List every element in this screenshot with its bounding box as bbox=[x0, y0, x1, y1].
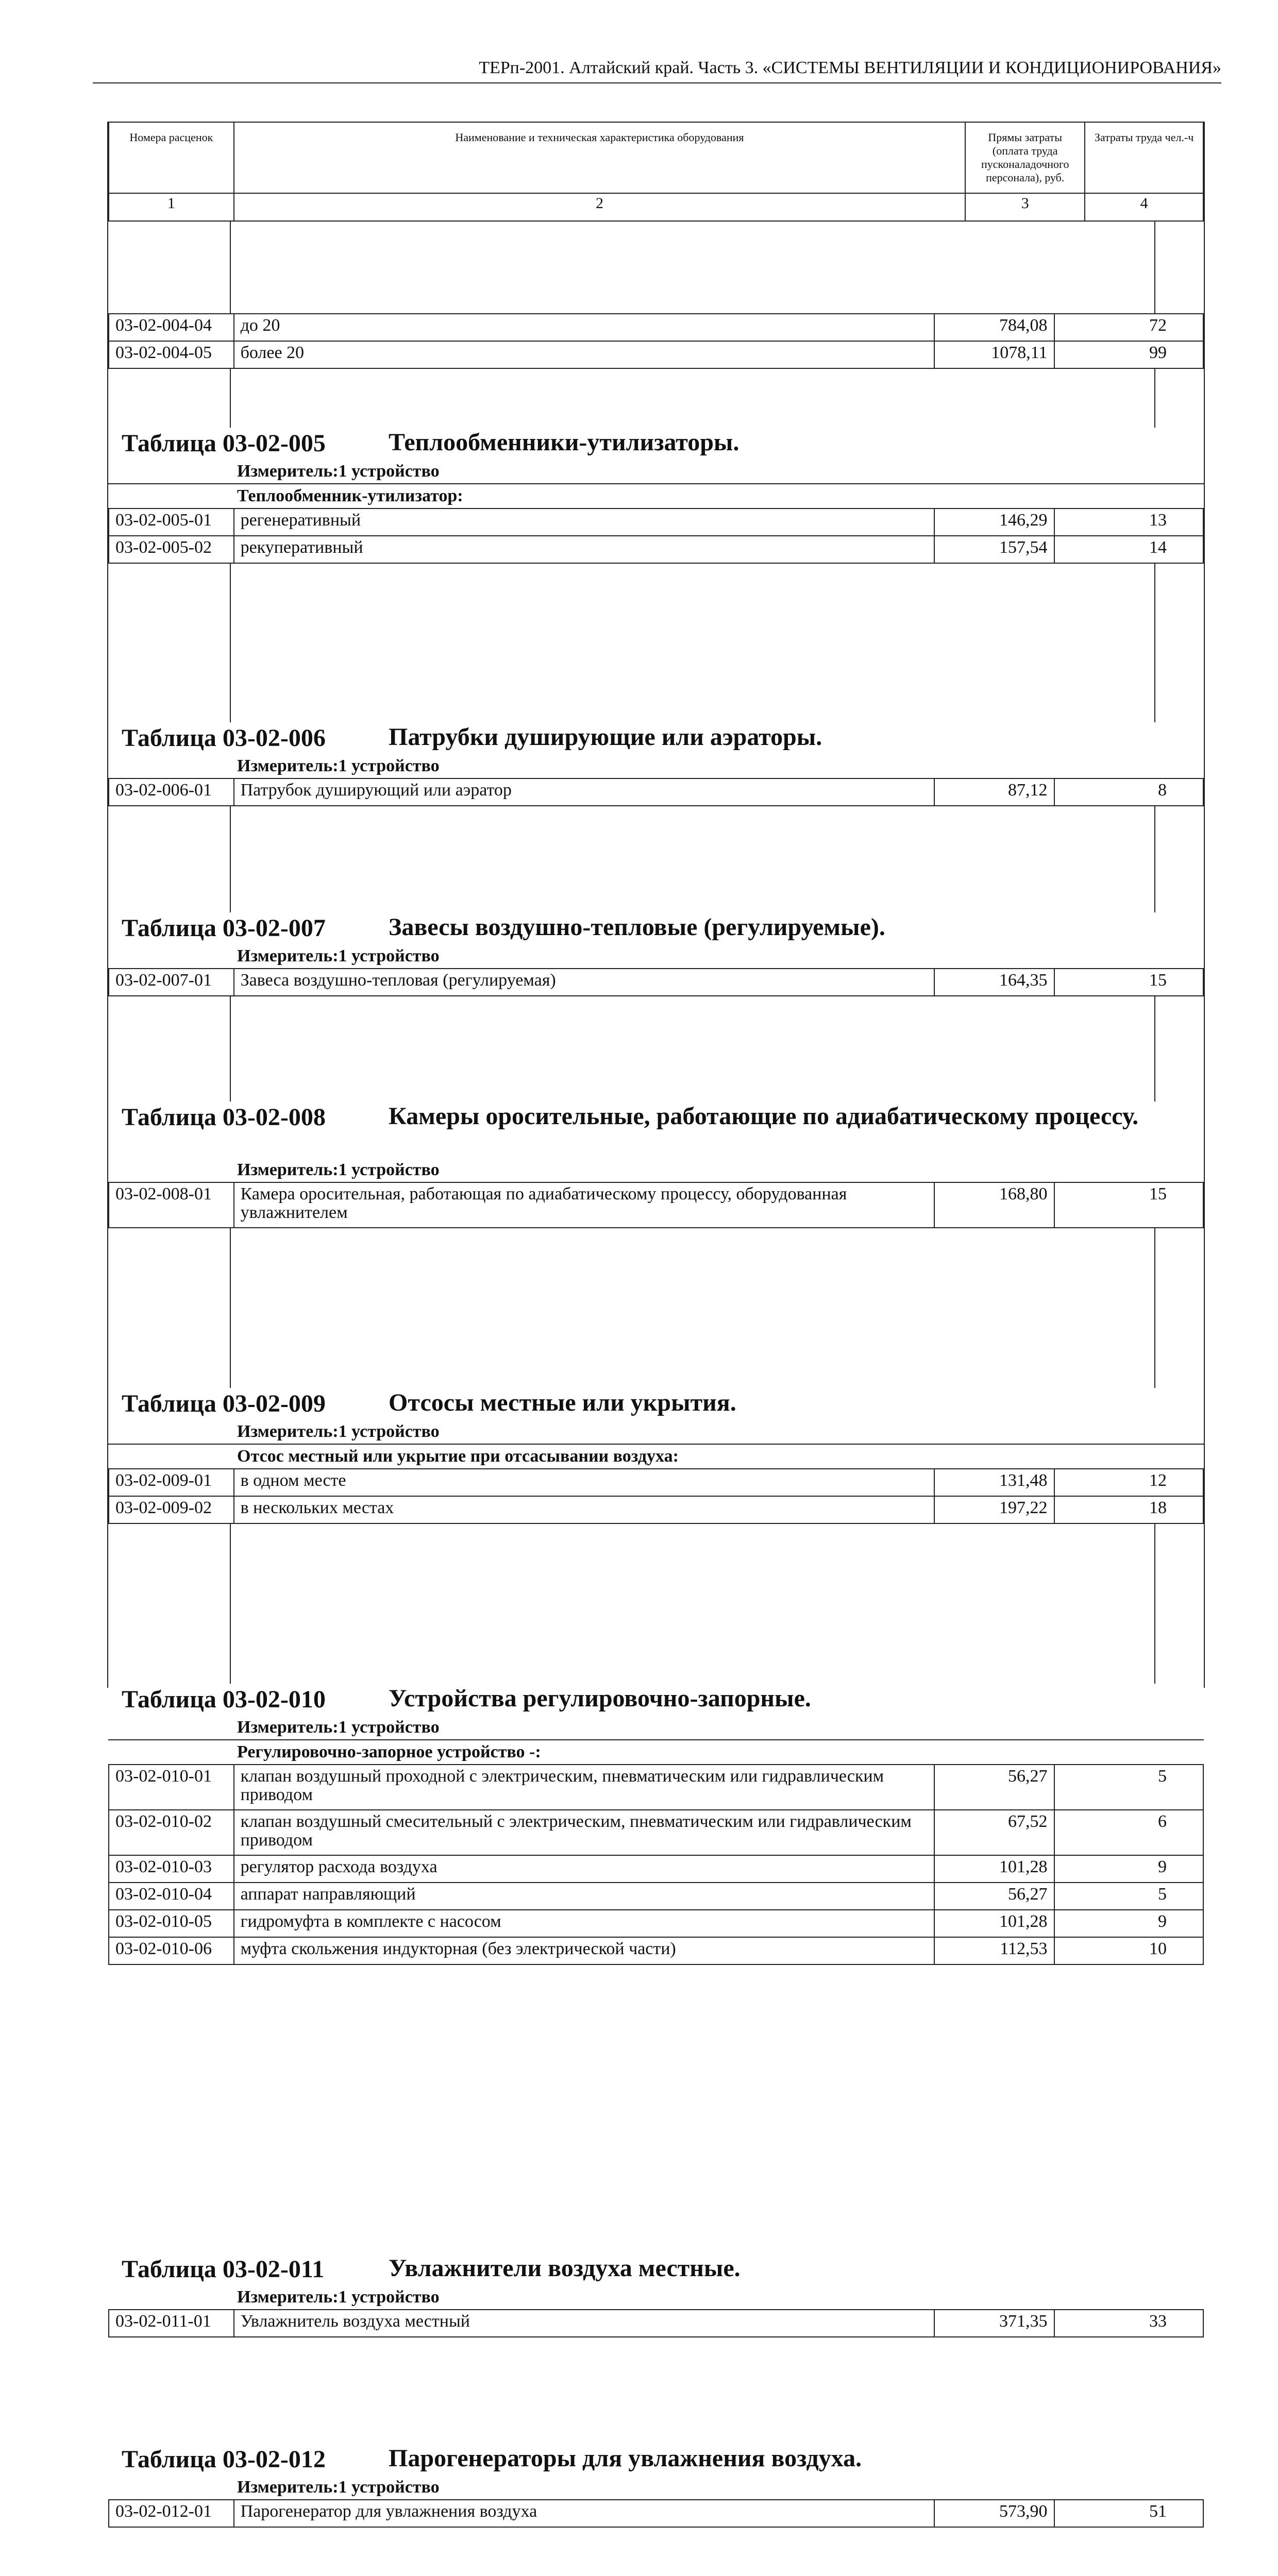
row-code: 03-02-004-04 bbox=[109, 314, 234, 341]
row-cost: 101,28 bbox=[934, 1855, 1054, 1883]
table-block-009 bbox=[108, 1388, 1204, 1524]
col-number-3: 3 bbox=[965, 193, 1085, 221]
row-cost: 131,48 bbox=[934, 1469, 1054, 1496]
row-labor: 72 bbox=[1054, 314, 1203, 341]
row-labor: 13 bbox=[1054, 509, 1203, 536]
table-name: Отсосы местные или укрытия. bbox=[389, 1389, 736, 1416]
row-cost: 67,52 bbox=[934, 1810, 1054, 1855]
table-row bbox=[109, 1182, 1203, 1228]
table-row bbox=[109, 969, 1203, 996]
col-number-4: 4 bbox=[1085, 193, 1203, 221]
table-row bbox=[109, 1937, 1203, 1964]
row-cost: 784,08 bbox=[934, 314, 1054, 341]
table-row bbox=[109, 509, 1203, 536]
table-name: Теплообменники-утилизаторы. bbox=[389, 429, 739, 456]
table-block-011 bbox=[108, 2253, 1204, 2337]
row-cost: 56,27 bbox=[934, 1883, 1054, 1910]
table-block-010 bbox=[108, 1684, 1204, 1965]
table-block-006 bbox=[108, 722, 1204, 806]
document-frame bbox=[107, 122, 1205, 2521]
row-cost: 146,29 bbox=[934, 509, 1054, 536]
row-code: 03-02-010-02 bbox=[109, 1810, 234, 1855]
row-labor: 15 bbox=[1054, 969, 1203, 996]
row-description: более 20 bbox=[234, 341, 935, 368]
row-labor: 5 bbox=[1054, 1765, 1203, 1810]
row-code: 03-02-005-01 bbox=[109, 509, 234, 536]
table-row bbox=[109, 778, 1203, 806]
row-code: 03-02-011-01 bbox=[109, 2310, 234, 2337]
row-description: Увлажнитель воздуха местный bbox=[234, 2310, 935, 2337]
row-cost: 101,28 bbox=[934, 1910, 1054, 1937]
table-row bbox=[109, 1855, 1203, 1883]
row-code: 03-02-004-05 bbox=[109, 341, 234, 368]
row-labor: 8 bbox=[1054, 778, 1203, 806]
table-row bbox=[109, 2500, 1203, 2527]
row-labor: 51 bbox=[1054, 2500, 1203, 2527]
table-title bbox=[108, 912, 1204, 944]
table-meter: Измеритель:1 устройство bbox=[237, 1422, 440, 1441]
row-code: 03-02-007-01 bbox=[109, 969, 234, 996]
table-name: Завесы воздушно-тепловые (регулируемые). bbox=[389, 913, 885, 941]
table-subhead: Теплообменник-утилизатор: bbox=[108, 483, 1204, 509]
row-description: Завеса воздушно-тепловая (регулируемая) bbox=[234, 969, 935, 996]
row-cost: 164,35 bbox=[934, 969, 1054, 996]
table-block-007 bbox=[108, 912, 1204, 996]
row-description: в одном месте bbox=[234, 1469, 935, 1496]
row-code: 03-02-010-05 bbox=[109, 1910, 234, 1937]
row-description: регулятор расхода воздуха bbox=[234, 1855, 935, 1883]
table-block-008 bbox=[108, 1101, 1204, 1228]
col-header-codes: Номера расценок bbox=[109, 122, 234, 193]
row-cost: 168,80 bbox=[934, 1182, 1054, 1228]
table-code: Таблица 03-02-011 bbox=[122, 2256, 325, 2283]
table-meter: Измеритель:1 устройство bbox=[237, 1160, 440, 1179]
col-number-1: 1 bbox=[109, 193, 234, 221]
row-cost: 87,12 bbox=[934, 778, 1054, 806]
row-description: аппарат направляющий bbox=[234, 1883, 935, 1910]
table-row bbox=[109, 2310, 1203, 2337]
row-cost: 157,54 bbox=[934, 536, 1054, 563]
table-block-012 bbox=[108, 2444, 1204, 2528]
table-meter: Измеритель:1 устройство bbox=[237, 2478, 440, 2497]
table-block-005 bbox=[108, 428, 1204, 564]
row-cost: 197,22 bbox=[934, 1496, 1054, 1523]
table-row bbox=[109, 1883, 1203, 1910]
row-labor: 33 bbox=[1054, 2310, 1203, 2337]
row-labor: 12 bbox=[1054, 1469, 1203, 1496]
row-labor: 9 bbox=[1054, 1910, 1203, 1937]
table-code: Таблица 03-02-006 bbox=[122, 724, 326, 752]
table-row bbox=[109, 314, 1203, 341]
row-cost: 371,35 bbox=[934, 2310, 1054, 2337]
table-title bbox=[108, 2253, 1204, 2285]
row-description: рекуперативный bbox=[234, 536, 935, 563]
running-title: ТЕРп-2001. Алтайский край. Часть 3. «СИСТЕМЫ ВЕНТИЛЯЦИИ И КОНДИЦИОНИРОВАНИЯ» bbox=[479, 58, 1221, 77]
row-description: клапан воздушный смесительный с электрическим, пневматическим или гидравлическим приводом bbox=[234, 1810, 935, 1855]
col-header-labor: Затраты труда чел.-ч bbox=[1085, 122, 1203, 193]
col-number-2: 2 bbox=[234, 193, 966, 221]
table-code: Таблица 03-02-007 bbox=[122, 914, 326, 942]
row-cost: 573,90 bbox=[934, 2500, 1054, 2527]
row-labor: 9 bbox=[1054, 1855, 1203, 1883]
row-code: 03-02-012-01 bbox=[109, 2500, 234, 2527]
table-title bbox=[108, 428, 1204, 460]
table-row bbox=[109, 341, 1203, 368]
row-description: муфта скольжения индукторная (без электрической части) bbox=[234, 1937, 935, 1964]
row-code: 03-02-010-06 bbox=[109, 1937, 234, 1964]
table-name: Устройства регулировочно-запорные. bbox=[389, 1685, 811, 1712]
row-labor: 99 bbox=[1054, 341, 1203, 368]
table-row bbox=[109, 1469, 1203, 1496]
row-cost: 1078,11 bbox=[934, 341, 1054, 368]
col-header-description: Наименование и техническая характеристика оборудования bbox=[234, 122, 966, 193]
row-labor: 15 bbox=[1054, 1182, 1203, 1228]
row-description: Камера оросительная, работающая по адиабатическому процессу, оборудованная увлажнителем bbox=[234, 1182, 935, 1228]
running-header bbox=[93, 57, 1221, 83]
table-code: Таблица 03-02-005 bbox=[122, 430, 326, 457]
table-meter: Измеритель:1 устройство bbox=[237, 1718, 440, 1737]
row-labor: 5 bbox=[1054, 1883, 1203, 1910]
row-code: 03-02-010-03 bbox=[109, 1855, 234, 1883]
row-code: 03-02-008-01 bbox=[109, 1182, 234, 1228]
table-code: Таблица 03-02-010 bbox=[122, 1686, 326, 1713]
table-row bbox=[109, 536, 1203, 563]
row-code: 03-02-009-01 bbox=[109, 1469, 234, 1496]
table-row bbox=[109, 1496, 1203, 1523]
table-title bbox=[108, 1684, 1204, 1716]
col-header-cost: Прямы затраты (оплата труда пусконаладочного персонала), руб. bbox=[965, 122, 1085, 193]
table-meter: Измеритель:1 устройство bbox=[237, 756, 440, 775]
row-description: Патрубок душирующий или аэратор bbox=[234, 778, 935, 806]
table-subhead: Отсос местный или укрытие при отсасывании воздуха: bbox=[108, 1444, 1204, 1469]
row-cost: 56,27 bbox=[934, 1765, 1054, 1810]
row-description: Парогенератор для увлажнения воздуха bbox=[234, 2500, 935, 2527]
table-row bbox=[109, 1910, 1203, 1937]
table-row bbox=[109, 1765, 1203, 1810]
table-name: Камеры оросительные, работающие по адиабатическому процессу. bbox=[389, 1103, 1139, 1130]
table-name: Парогенераторы для увлажнения воздуха. bbox=[389, 2445, 862, 2472]
table-title bbox=[108, 722, 1204, 754]
row-description: регенеративный bbox=[234, 509, 935, 536]
row-description: гидромуфта в комплекте с насосом bbox=[234, 1910, 935, 1937]
table-title bbox=[108, 1101, 1204, 1158]
row-code: 03-02-009-02 bbox=[109, 1496, 234, 1523]
column-headers bbox=[108, 122, 1204, 222]
row-labor: 6 bbox=[1054, 1810, 1203, 1855]
row-code: 03-02-010-01 bbox=[109, 1765, 234, 1810]
table-row bbox=[109, 1810, 1203, 1855]
row-code: 03-02-005-02 bbox=[109, 536, 234, 563]
row-description: в нескольких местах bbox=[234, 1496, 935, 1523]
row-description: клапан воздушный проходной с электрическим, пневматическим или гидравлическим приводом bbox=[234, 1765, 935, 1810]
table-title bbox=[108, 2444, 1204, 2476]
table-meter: Измеритель:1 устройство bbox=[237, 946, 440, 965]
row-cost: 112,53 bbox=[934, 1937, 1054, 1964]
row-code: 03-02-010-04 bbox=[109, 1883, 234, 1910]
row-labor: 18 bbox=[1054, 1496, 1203, 1523]
table-code: Таблица 03-02-008 bbox=[122, 1104, 326, 1131]
table-name: Патрубки душирующие или аэраторы. bbox=[389, 723, 822, 751]
row-labor: 10 bbox=[1054, 1937, 1203, 1964]
rows-continued bbox=[108, 313, 1204, 369]
table-code: Таблица 03-02-012 bbox=[122, 2446, 326, 2473]
table-meter: Измеритель:1 устройство bbox=[237, 462, 440, 481]
table-subhead: Регулировочно-запорное устройство -: bbox=[108, 1739, 1204, 1765]
row-code: 03-02-006-01 bbox=[109, 778, 234, 806]
row-labor: 14 bbox=[1054, 536, 1203, 563]
table-title bbox=[108, 1388, 1204, 1420]
table-code: Таблица 03-02-009 bbox=[122, 1390, 326, 1417]
row-description: до 20 bbox=[234, 314, 935, 341]
table-meter: Измеритель:1 устройство bbox=[237, 2287, 440, 2307]
table-name: Увлажнители воздуха местные. bbox=[389, 2255, 741, 2282]
